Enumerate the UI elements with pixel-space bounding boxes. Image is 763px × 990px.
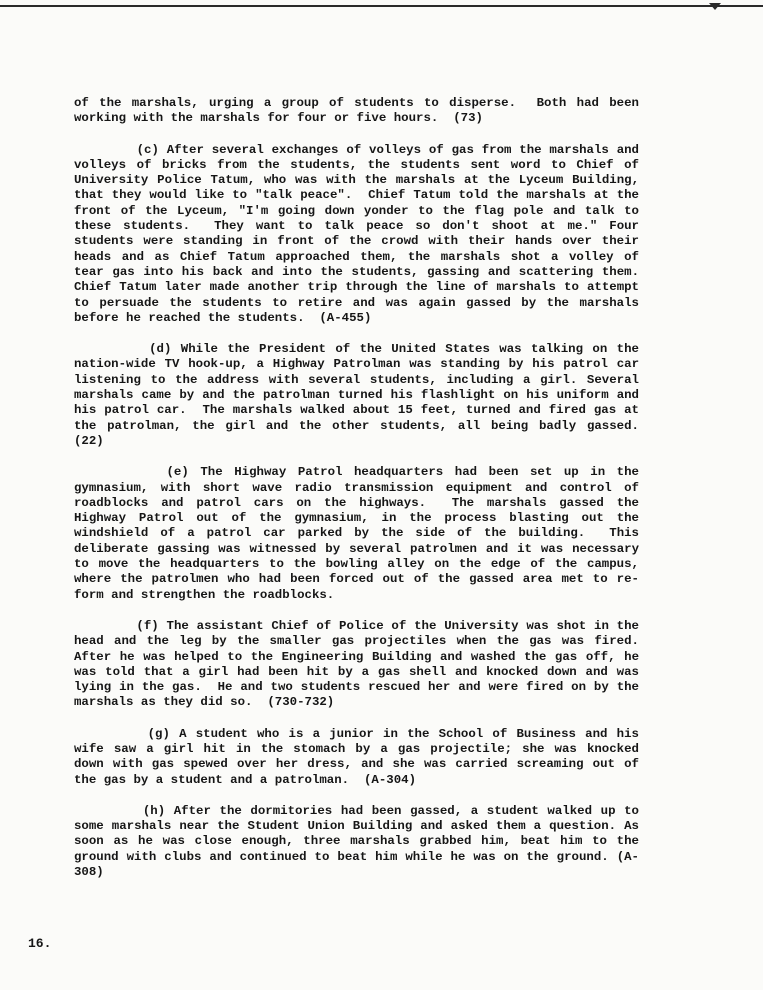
paragraph-g: (g) A student who is a junior in the School of Business and his wife saw a girl hit in the stomach by a gas projectile; she was knocked down with gas spewed over her dress, and she was carried screaming out of the gas by a student and a patrolman. (A-304) (74, 726, 647, 787)
paragraph-h: (h) After the dormitories had been gassed, a student walked up to some marshals near the Student Union Building and asked them a question. As soon as he was close enough, three marshals grabbed him, beat him to the ground with clubs and continued to beat him while he was on the ground. (A-308) (74, 803, 647, 880)
corner-arrow-icon (709, 3, 721, 10)
page-number: 16. (28, 936, 52, 951)
top-border-rule (0, 5, 763, 7)
paragraph-f: (f) The assistant Chief of Police of the University was shot in the head and the leg by the smaller gas projectiles when the gas was fired. After he was helped to the Engineering Building and washed the gas off, he was told that a girl had been hit by a gas shell and knocked down and was lying in the gas. He and two students rescued her and were fired on by the marshals as they did so. (730-732) (74, 618, 647, 710)
document-body (74, 96, 654, 896)
paragraph-continuation: of the marshals, urging a group of students to disperse. Both had been working with the marshals for four or five hours. (73) (74, 96, 647, 126)
paragraph-d: (d) While the President of the United States was talking on the nation-wide TV hook-up, a Highway Patrolman was standing by his patrol car listening to the address with several students, including a girl. Several marshals came by and the patrolman turned his flashlight on his uniform and his patrol car. The marshals walked about 15 feet, turned and fired gas at the patrolman, the girl and the other students, all being badly gassed. (22) (74, 342, 647, 448)
paragraph-c: (c) After several exchanges of volleys of gas from the marshals and volleys of bricks from the students, the students sent word to Chief of University Police Tatum, who was with the marshals at the Lyceum Building, that they would like to "talk peace". Chief Tatum told the marshals at the front of the Lyceum, "I'm going down yonder to the flag pole and talk to these students. They want to talk peace so don't shoot at me." Four students were standing in front of the crowd with their hands over their heads and as Chief Tatum approached them, the marshals shot a volley of tear gas into his back and into the students, gassing and scattering them. Chief Tatum later made another trip through the line of marshals to attempt to persuade the students to retire and was again gassed by the marshals before he reached the students. (A-455) (74, 142, 654, 325)
paragraph-e: (e) The Highway Patrol headquarters had been set up in the gymnasium, with short wave radio transmission equipment and control of roadblocks and patrol cars on the highways. The marshals gassed the Highway Patrol out of the gymnasium, in the process blasting out the windshield of a patrol car parked by the side of the building. This deliberate gassing was witnessed by several patrolmen and it was necessary to move the headquarters to the bowling alley on the edge of the campus, where the patrolmen who had been forced out of the gassed area met to re-form and strengthen the roadblocks. (74, 465, 647, 602)
